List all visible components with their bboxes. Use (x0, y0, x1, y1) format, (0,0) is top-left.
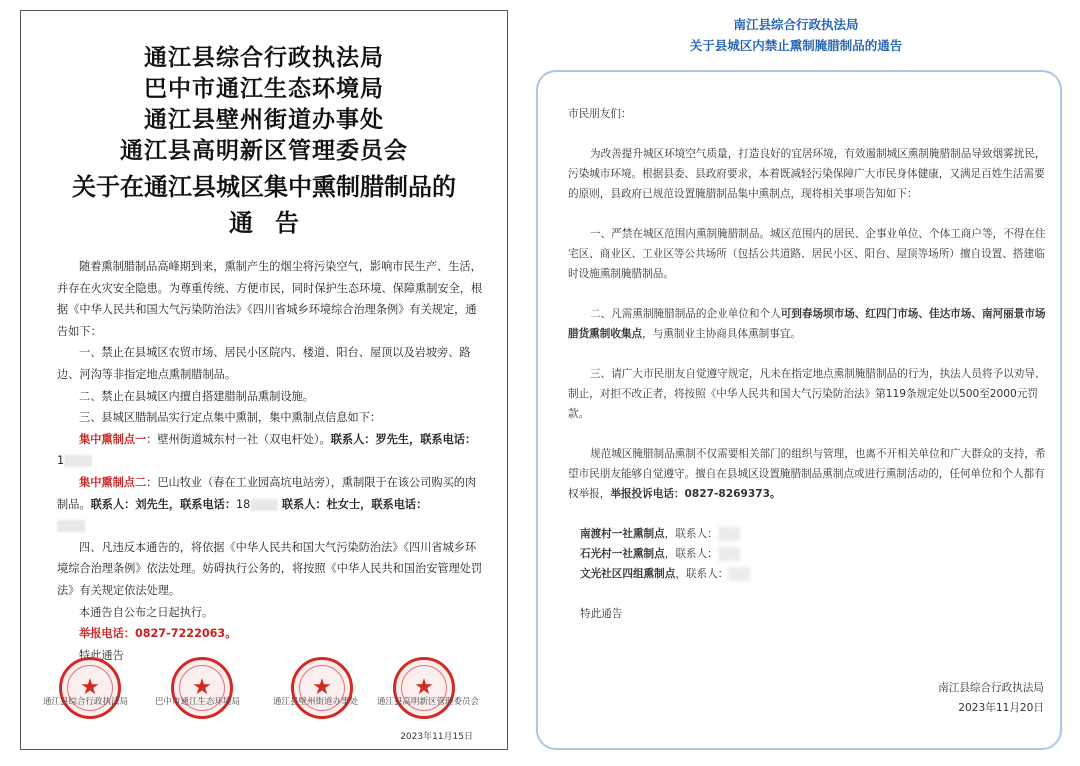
right-paragraph-intro: 为改善提升城区环境空气质量，打造良好的宜居环境，有效遏制城区熏制腌腊制品导致烟雾扰民，污染城市环境。根据县委、县政府要求，本着既减轻污染保障广大市民身体健康，又满足百姓生活需要的原则，县政府已规范设置腌腊制品集中熏制点，现将相关事项告知如下： (568, 148, 1046, 200)
right-p2-locations: 可到春场坝市场、红四门市场、佳达市场、南河丽景市场腊货熏制收集点 (568, 308, 1046, 340)
left-title-line-2: 通告 (229, 208, 321, 237)
redacted-contact-1 (718, 527, 740, 541)
right-point-3-contact: ，联系人： (675, 568, 729, 580)
point-2-contact-1: 联系人：刘先生，联系电话： (90, 497, 237, 511)
seal-row (21, 651, 507, 731)
left-paragraph-1: 一、禁止在县城区农贸市场、居民小区院内、楼道、阳台、屋顶以及岩坡旁、路边、河沟等非指定地点熏制腊制品。 (57, 346, 471, 381)
right-header-org: 南江县综合行政执法局 (733, 17, 859, 32)
right-greeting: 市民朋友们： (568, 108, 632, 120)
redacted-contact-3 (728, 567, 750, 581)
right-point-1-name: 南渡村一社熏制点 (580, 528, 665, 540)
redacted-phone-2 (250, 499, 278, 511)
agency-line-3: 通江县壁州街道办事处 (144, 106, 384, 133)
right-notice-card (536, 70, 1062, 750)
agency-line-4: 通江县高明新区管理委员会 (120, 137, 408, 164)
left-point-1 (57, 429, 487, 472)
seal-label-4: 通江县高明新区管理委员会 (377, 697, 480, 707)
right-header-title: 关于县城区内禁止熏制腌腊制品的通告 (689, 38, 903, 53)
right-point-3-name: 文光社区四组熏制点 (580, 568, 676, 580)
right-signature (938, 678, 1044, 718)
redacted-phone-1 (64, 455, 92, 467)
left-title-line-1: 关于在通江县城区集中熏制腊制品的 (72, 172, 456, 201)
left-body (57, 256, 487, 666)
point-2-text: ：巴山牧业（春在工业园高坑电站旁），熏制限于在该公司购买的肉制品。 (57, 475, 477, 511)
point-1-label: 集中熏制点一 (79, 432, 147, 446)
agency-line-2: 巴中市通江生态环境局 (144, 75, 384, 102)
right-paragraph-1: 一、严禁在城区范围内熏制腌腊制品。城区范围内的居民、企事业单位、个体工商户等，不得在住宅区、商业区、工业区等公共场所（包括公共道路、居民小区、阳台、屋顶等场所）擅自设置、搭建临时设施熏制腌腊制品。 (568, 228, 1046, 280)
right-point-3 (568, 564, 1046, 584)
right-hotline: 举报投诉电话：0827-8269373。 (610, 488, 781, 500)
right-p2-part-c: ，与熏制业主协商具体熏制事宜。 (642, 328, 802, 340)
redacted-phone-3 (57, 520, 85, 532)
right-sign-date: 2023年11月20日 (958, 702, 1044, 714)
point-2-contact-2: 联系人：杜女士，联系电话： (281, 497, 428, 511)
right-point-2-name: 石光村一社熏制点 (580, 548, 665, 560)
right-point-1-contact: ，联系人： (664, 528, 718, 540)
point-1-phone: 1 (57, 454, 65, 468)
redacted-contact-2 (718, 547, 740, 561)
right-point-2 (568, 544, 1046, 564)
point-2-label: 集中熏制点二 (79, 475, 147, 489)
seal-label-3: 通江县壁州街道办事处 (273, 697, 359, 707)
left-closing: 特此通告 (79, 648, 124, 662)
left-paragraph-intro: 随着熏制腊制品高峰期到来，熏制产生的烟尘将污染空气，影响市民生产、生活，并存在火灾安全隐患。为尊重传统、方便市民，同时保护生态环境、保障熏制安全，根据《中华人民共和国大气污染防治法》《四川省城乡环境综合治理条例》有关规定，通告如下： (57, 260, 483, 338)
right-p4-text: 规范城区腌腊制品熏制不仅需要相关部门的组织与管理，也离不开相关单位和广大群众的支持，希望市民朋友能够自觉遵守。擅自在县城区设置腌腊制品熏制点或进行熏制活动的，任何单位和个人都有权举报， (568, 448, 1046, 500)
seal-stamp-3: ★ (291, 657, 353, 719)
point-2-phone: 18 (236, 497, 251, 511)
right-sign-org: 南江县综合行政执法局 (938, 682, 1044, 694)
seal-stamp-2: ★ (171, 657, 233, 719)
right-p2-part-a: 二、凡需熏制腌腊制品的企业单位和个人 (590, 308, 781, 320)
right-body (568, 104, 1046, 624)
left-effective: 本通告自公布之日起执行。 (79, 605, 214, 619)
left-point-2 (57, 472, 487, 537)
right-paragraph-2 (568, 304, 1046, 344)
right-closing: 特此通告 (580, 608, 623, 620)
seal-stamp-1: ★ (59, 657, 121, 719)
left-paragraph-3: 三、县城区腊制品实行定点集中熏制，集中熏制点信息如下： (79, 411, 382, 425)
left-hotline: 举报电话：0827-7222063。 (79, 627, 237, 641)
right-point-2-contact: ，联系人： (664, 548, 718, 560)
right-paragraph-3: 三、请广大市民朋友自觉遵守规定，凡未在指定地点熏制腌腊制品的行为，执法人员将予以劝导、制止，对拒不改正者，将按照《中华人民共和国大气污染防治法》第119条规定处以500至2000元罚款。 (568, 368, 1046, 420)
left-paragraph-2: 二、禁止在县城区内擅自搭建腊制品熏制设施。 (79, 389, 314, 403)
seal-label-1: 通江县综合行政执法局 (43, 697, 129, 707)
right-point-1 (568, 524, 1046, 544)
point-1-contact: 联系人：罗先生，联系电话： (330, 432, 477, 446)
left-notice (20, 10, 508, 750)
right-paragraph-4 (568, 444, 1046, 504)
point-1-text: ：壁州街道城东村一社（双电杆处）。 (146, 432, 331, 446)
left-paragraph-4: 四、凡违反本通告的，将依据《中华人民共和国大气污染防治法》《四川省城乡环境综合治理条例》依法处理。妨碍执行公务的，将按照《中华人民共和国治安管理处罚法》有关规定依法处理。 (57, 540, 483, 597)
seal-stamp-4: ★ (393, 657, 455, 719)
left-date: 2023年11月15日 (400, 732, 473, 742)
agency-line-1: 通江县综合行政执法局 (144, 44, 384, 71)
seal-label-2: 巴中市通江生态环境局 (155, 697, 241, 707)
